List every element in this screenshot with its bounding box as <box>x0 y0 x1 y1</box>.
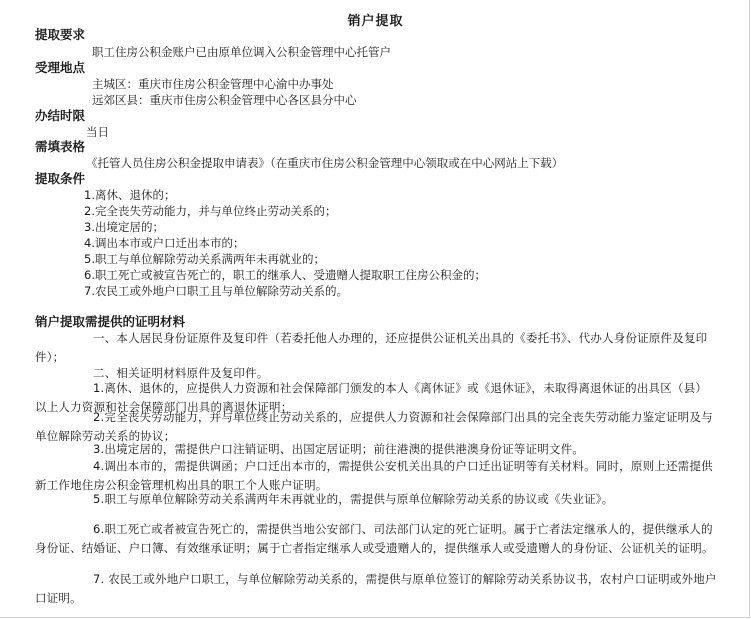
material-paragraph: 4.调出本市的，需提供调函；户口迁出本市的，需提供公安机关出具的户口迁出证明等有关材料。同时，原则上还需提供新工作地住房公积金管理机构出具的职工个人账户证明。 <box>35 459 713 492</box>
condition-item: 2.完全丧失劳动能力，并与单位终止劳动关系的； <box>84 204 337 218</box>
material-paragraph: 5.职工与原单位解除劳动关系满两年未再就业的，需提供与原单位解除劳动关系的协议或《失业证》。 <box>93 492 614 506</box>
material-paragraph: 2.完全丧失劳动能力，并与单位终止劳动关系的，应提供人力资源和社会保障部门出具的完全丧失劳动能力鉴定证明及与单位解除劳动关系的协议； <box>35 410 713 443</box>
condition-item: 4.调出本市或户口迁出本市的； <box>84 236 245 250</box>
heading-materials: 销户提取需提供的证明材料 <box>35 314 186 329</box>
condition-item: 6.职工死亡或被宣告死亡的，职工的继承人、受遗赠人提取职工住房公积金的； <box>84 268 486 282</box>
form-text: 《托管人员住房公积金提取申请表》（在重庆市住房公积金管理中心领取或在中心网站上下载） <box>86 156 564 170</box>
page-title: 销户提取 <box>347 14 404 29</box>
heading-requirement: 提取要求 <box>35 27 86 42</box>
location-line-2: 远郊区县：重庆市住房公积金管理中心各区县分中心 <box>92 93 357 107</box>
condition-item: 3.出境定居的； <box>84 220 164 234</box>
heading-location: 受理地点 <box>35 60 86 75</box>
requirement-text: 职工住房公积金账户已由原单位调入公积金管理中心托管户 <box>92 45 391 59</box>
heading-form: 需填表格 <box>35 139 86 154</box>
condition-item: 1.离休、退休的； <box>84 188 176 202</box>
time-text: 当日 <box>86 125 109 139</box>
material-paragraph: 二、相关证明材料原件及复印件。 <box>93 366 269 380</box>
material-paragraph: 7. 农民工或外地户口职工，与单位解除劳动关系的，需提供与原单位签订的解除劳动关系协议书，农村户口证明或外地户口证明。 <box>35 572 717 605</box>
condition-item: 7.农民工或外地户口职工且与单位解除劳动关系的。 <box>84 284 348 298</box>
material-paragraph: 6.职工死亡或者被宣告死亡的，需提供当地公安部门、司法部门认定的死亡证明。属于亡者法定继承人的，提供继承人的身份证、结婚证、户口簿、有效继承证明；属于亡者指定继承人或受遗赠人的，提供继承人或受遗赠人的身份证、公证机关的证明。 <box>35 522 714 555</box>
heading-time: 办结时限 <box>35 108 86 123</box>
material-paragraph: 一、本人居民身份证原件及复印件（若委托他人办理的，还应提供公证机关出具的《委托书》、代办人身份证原件及复印件）； <box>35 331 708 364</box>
material-paragraph: 3.出境定居的，需提供户口注销证明、出国定居证明；前往港澳的提供港澳身份证等证明文件。 <box>93 442 585 456</box>
condition-item: 5.职工与单位解除劳动关系满两年未再就业的； <box>84 252 325 266</box>
location-line-1: 主城区：重庆市住房公积金管理中心渝中办事处 <box>92 77 334 91</box>
material-paragraph: 1.离休、退休的，应提供人力资源和社会保障部门颁发的本人《离休证》或《退休证》，未取得离退休证的出具区（县）以上人力资源和社会保障部门出具的离退休证明； <box>35 381 708 414</box>
heading-conditions: 提取条件 <box>35 171 86 186</box>
